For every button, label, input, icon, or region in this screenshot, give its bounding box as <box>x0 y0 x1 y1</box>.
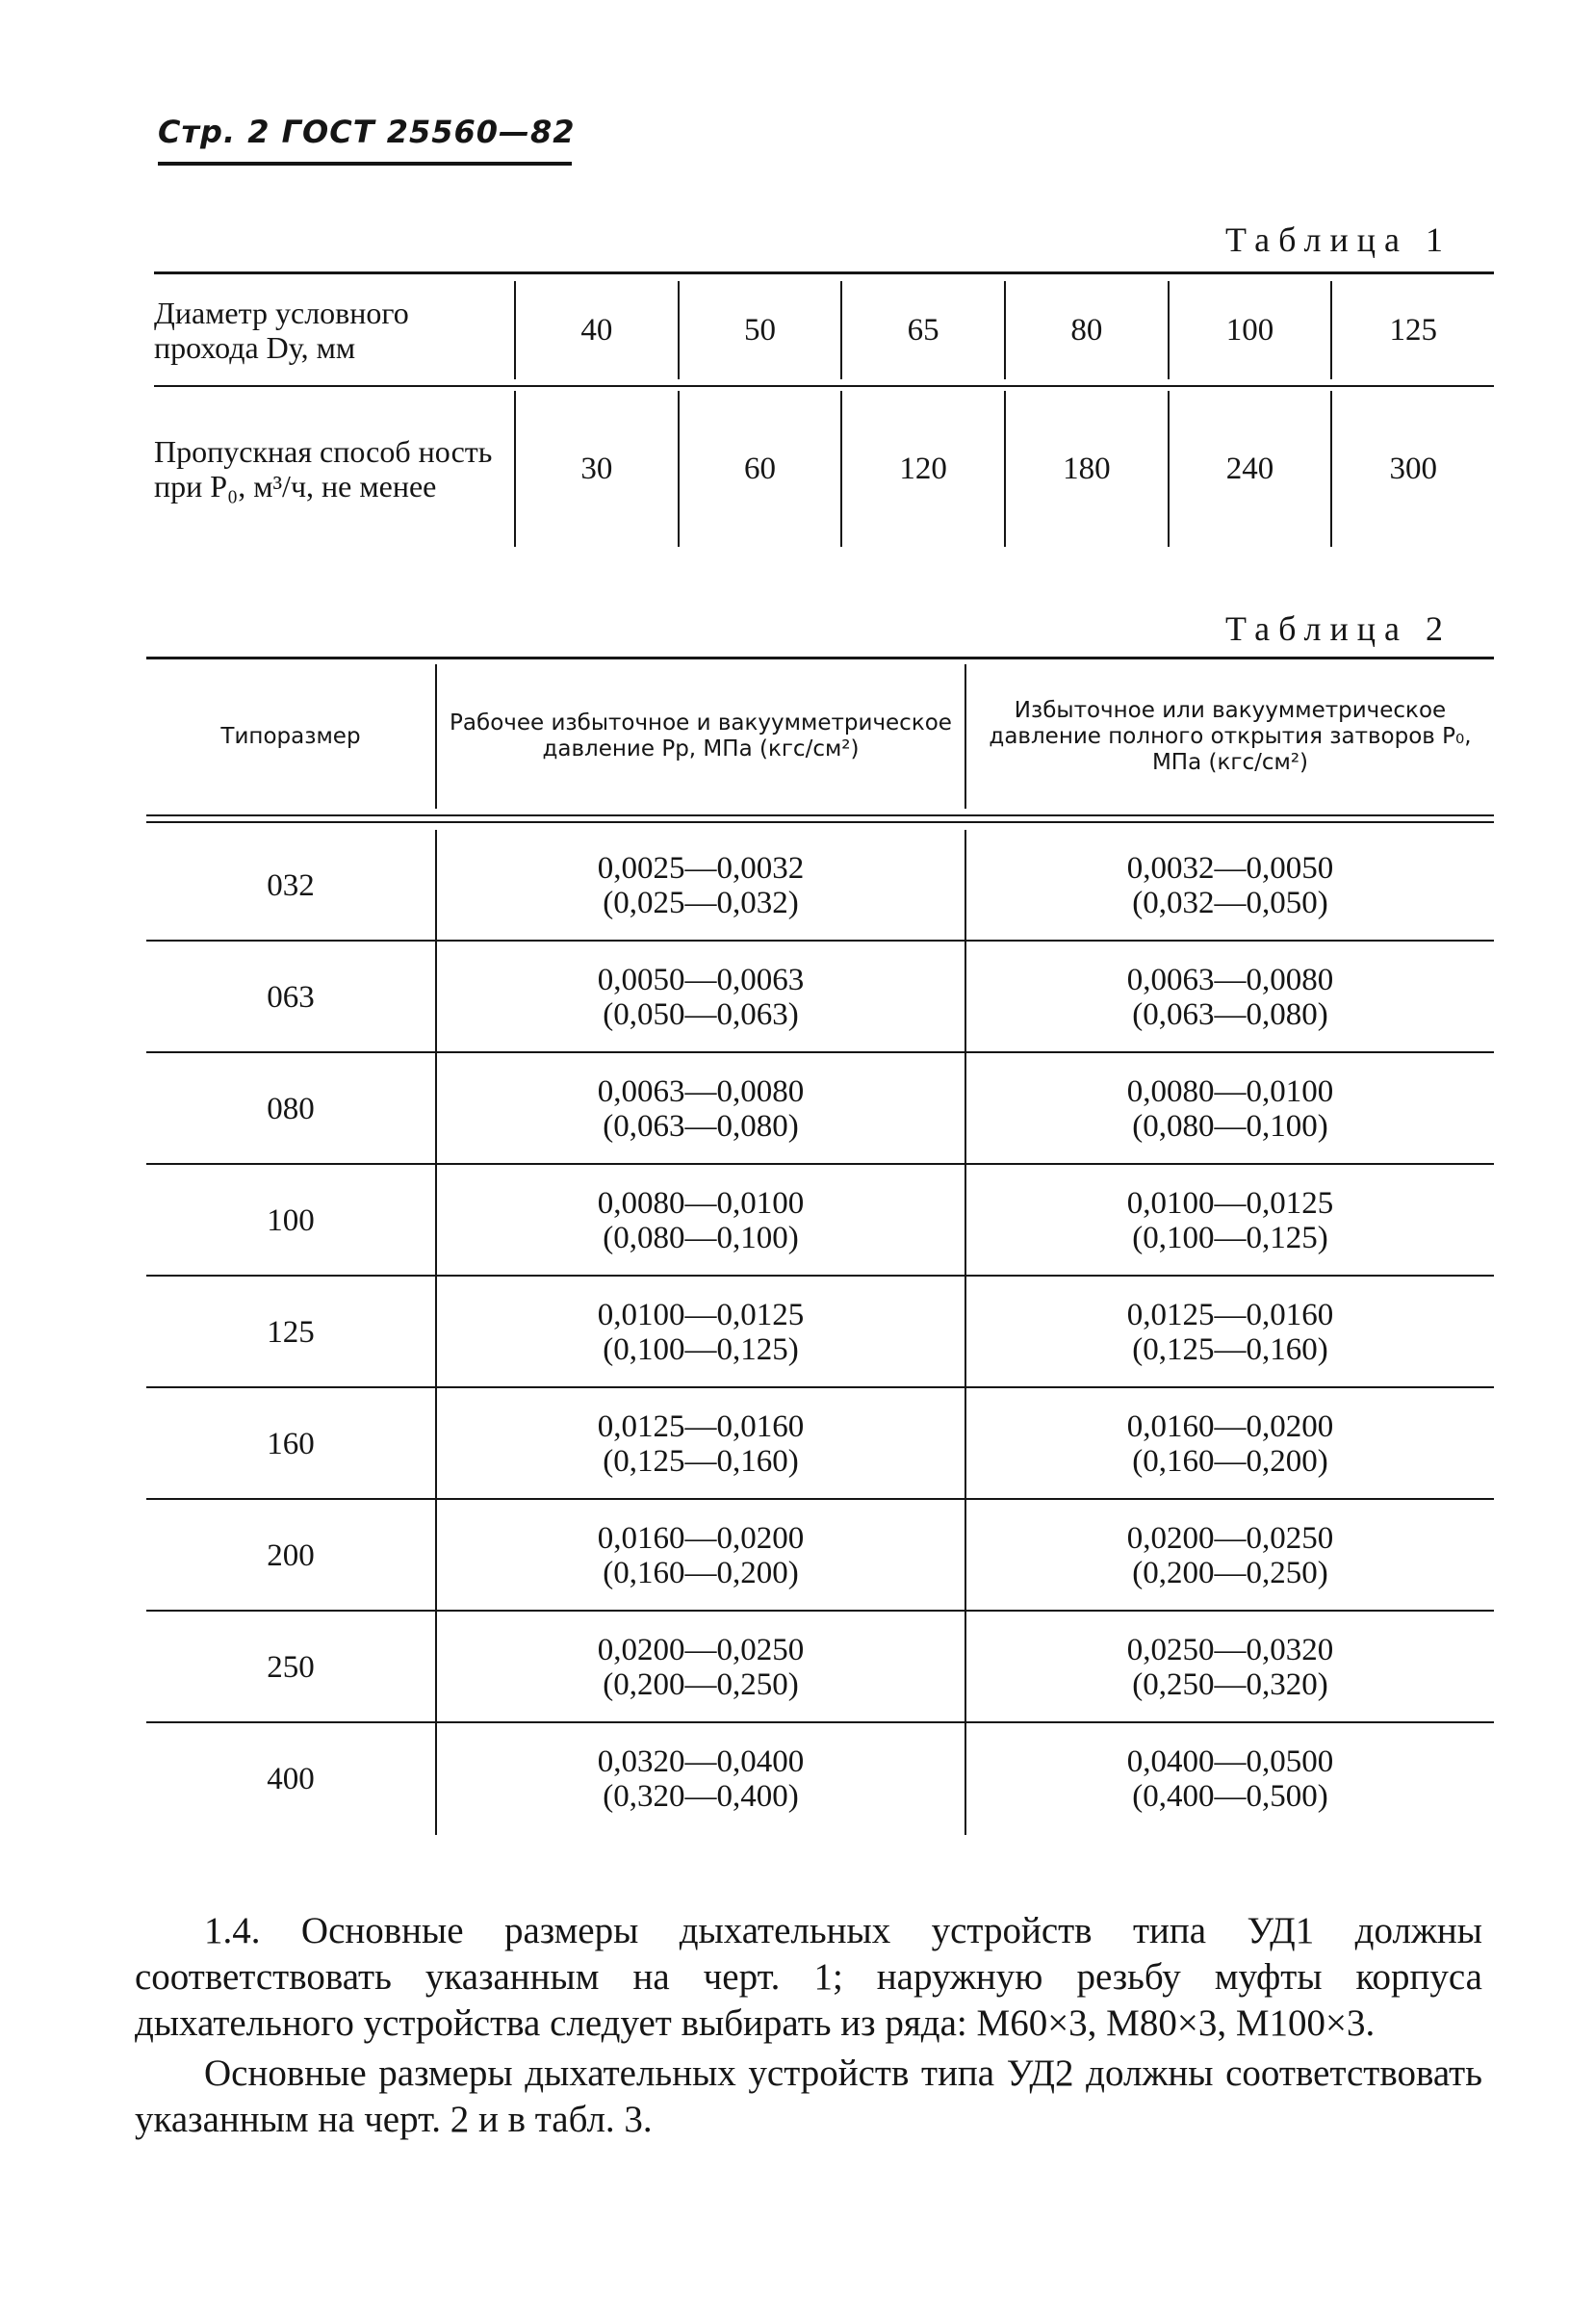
table1-cell: 240 <box>1170 391 1333 547</box>
working-pressure-cell <box>437 1500 966 1612</box>
table1-cell: 125 <box>1389 312 1437 348</box>
table1-cell: 120 <box>842 391 1006 547</box>
working-pressure-cell <box>437 1277 966 1388</box>
table-row <box>146 1500 1494 1612</box>
pressure-value: (0,025—0,032) <box>603 886 799 920</box>
table-row <box>146 1612 1494 1723</box>
pressure-value: 0,0125—0,0160 <box>597 1409 805 1444</box>
table-row <box>146 1165 1494 1277</box>
working-pressure-cell <box>437 830 966 942</box>
table2-caption: Таблица 2 <box>1225 609 1452 648</box>
table1-row-header <box>154 281 516 379</box>
pressure-value: (0,063—0,080) <box>603 1109 799 1144</box>
pressure-value: 0,0080—0,0100 <box>1126 1074 1334 1109</box>
size-cell: 400 <box>146 1723 437 1835</box>
table1-row-diameter <box>154 281 1494 379</box>
pressure-value: 0,0050—0,0063 <box>597 963 805 997</box>
pressure-value: (0,032—0,050) <box>1132 886 1328 920</box>
paragraph: Основные размеры дыхательных устройств типа УД2 должны соответствовать указанным на черт. 2 и в табл. 3. <box>135 2053 1482 2140</box>
pressure-value: 0,0100—0,0125 <box>597 1298 805 1332</box>
pressure-value: (0,080—0,100) <box>603 1221 799 1255</box>
table1-cell: 300 <box>1389 451 1437 486</box>
pressure-value: (0,250—0,320) <box>1132 1667 1328 1702</box>
table1-caption: Таблица 1 <box>1225 220 1452 259</box>
opening-pressure-cell <box>966 1500 1494 1612</box>
pressure-value: (0,320—0,400) <box>603 1779 799 1814</box>
pressure-value: (0,160—0,200) <box>1132 1444 1328 1479</box>
header-rule <box>158 162 572 166</box>
size-cell: 100 <box>146 1165 437 1277</box>
table2-header-row <box>146 664 1494 809</box>
table2-header-working-pressure: Рабочее избыточное и вакуумметрическое давление Pр, МПа (кгс/см²) <box>437 664 966 809</box>
pressure-value: 0,0320—0,0400 <box>597 1744 805 1779</box>
table-row <box>146 1723 1494 1835</box>
table1-cell: 180 <box>1006 391 1170 547</box>
opening-pressure-cell <box>966 942 1494 1053</box>
pressure-value: 0,0250—0,0320 <box>1126 1633 1334 1667</box>
size-cell: 125 <box>146 1277 437 1388</box>
pressure-value: 0,0063—0,0080 <box>1126 963 1334 997</box>
pressure-value: (0,125—0,160) <box>1132 1332 1328 1367</box>
table-row <box>146 1277 1494 1388</box>
pressure-value: 0,0080—0,0100 <box>597 1186 805 1221</box>
pressure-value: 0,0100—0,0125 <box>1126 1186 1334 1221</box>
pressure-value: (0,100—0,125) <box>603 1332 799 1367</box>
opening-pressure-cell <box>966 1612 1494 1723</box>
table1-top-rule <box>154 271 1494 274</box>
table-row <box>146 1388 1494 1500</box>
size-cell: 250 <box>146 1612 437 1723</box>
pressure-value: 0,0160—0,0200 <box>597 1521 805 1556</box>
table2-header-rule <box>146 821 1494 823</box>
table1-row-rule <box>154 385 1494 387</box>
table-row <box>146 942 1494 1053</box>
pressure-value: 0,0125—0,0160 <box>1126 1298 1334 1332</box>
table1-cell: 40 <box>516 281 680 379</box>
pressure-value: (0,100—0,125) <box>1132 1221 1328 1255</box>
size-cell: 032 <box>146 830 437 942</box>
table1-cell: 80 <box>1006 281 1170 379</box>
size-cell: 063 <box>146 942 437 1053</box>
table1-cell: 100 <box>1170 281 1333 379</box>
pressure-value: (0,200—0,250) <box>1132 1556 1328 1590</box>
pressure-value: (0,400—0,500) <box>1132 1779 1328 1814</box>
size-cell: 200 <box>146 1500 437 1612</box>
pressure-value: 0,0160—0,0200 <box>1126 1409 1334 1444</box>
opening-pressure-cell <box>966 1277 1494 1388</box>
page-header: Стр. 2 ГОСТ 25560—82 <box>158 114 576 150</box>
working-pressure-cell <box>437 1165 966 1277</box>
table1-cell: 60 <box>680 391 843 547</box>
body-text <box>135 1908 1482 2143</box>
working-pressure-cell <box>437 1612 966 1723</box>
table-row <box>146 1053 1494 1165</box>
opening-pressure-cell <box>966 1723 1494 1835</box>
pressure-value: (0,160—0,200) <box>603 1556 799 1590</box>
pressure-value: 0,0400—0,0500 <box>1126 1744 1334 1779</box>
pressure-value: 0,0025—0,0032 <box>597 851 805 886</box>
working-pressure-cell <box>437 1723 966 1835</box>
opening-pressure-cell <box>966 1053 1494 1165</box>
opening-pressure-cell <box>966 830 1494 942</box>
opening-pressure-cell <box>966 1165 1494 1277</box>
table1-row-header <box>154 391 516 547</box>
paragraph: 1.4. Основные размеры дыхательных устройств типа УД1 должны соответствовать указанным на черт. 1; наружную резьбу муфты корпуса дыхательного устройства следует выбирать из ряда: М60×3, М80×3, М100×3. <box>135 1910 1482 2044</box>
pressure-value: (0,200—0,250) <box>603 1667 799 1702</box>
table2-header-rule <box>146 814 1494 816</box>
table1-row1-label: Диаметр условного прохода Dу, мм <box>154 296 409 365</box>
working-pressure-cell <box>437 1388 966 1500</box>
table2-header-opening-pressure: Избыточное или вакуумметрическое давление полного открытия затворов P₀, МПа (кгс/см²) <box>989 697 1472 775</box>
table1-row-capacity <box>154 391 1494 547</box>
table1-cell: 50 <box>680 281 843 379</box>
table1-cell: 30 <box>516 391 680 547</box>
table1-cell: 65 <box>842 281 1006 379</box>
table-row <box>146 830 1494 942</box>
pressure-value: 0,0063—0,0080 <box>597 1074 805 1109</box>
pressure-value: (0,080—0,100) <box>1132 1109 1328 1144</box>
pressure-value: (0,050—0,063) <box>603 997 799 1032</box>
table1-row2-label: Пропускная способ ность при P₀, м³/ч, не менее <box>154 434 493 504</box>
pressure-value: 0,0032—0,0050 <box>1126 851 1334 886</box>
opening-pressure-cell <box>966 1388 1494 1500</box>
pressure-value: (0,125—0,160) <box>603 1444 799 1479</box>
pressure-value: 0,0200—0,0250 <box>1126 1521 1334 1556</box>
pressure-value: 0,0200—0,0250 <box>597 1633 805 1667</box>
table2-top-rule <box>146 657 1494 659</box>
pressure-value: (0,063—0,080) <box>1132 997 1328 1032</box>
size-cell: 160 <box>146 1388 437 1500</box>
table2-header-size: Типоразмер <box>146 664 437 809</box>
working-pressure-cell <box>437 942 966 1053</box>
working-pressure-cell <box>437 1053 966 1165</box>
size-cell: 080 <box>146 1053 437 1165</box>
